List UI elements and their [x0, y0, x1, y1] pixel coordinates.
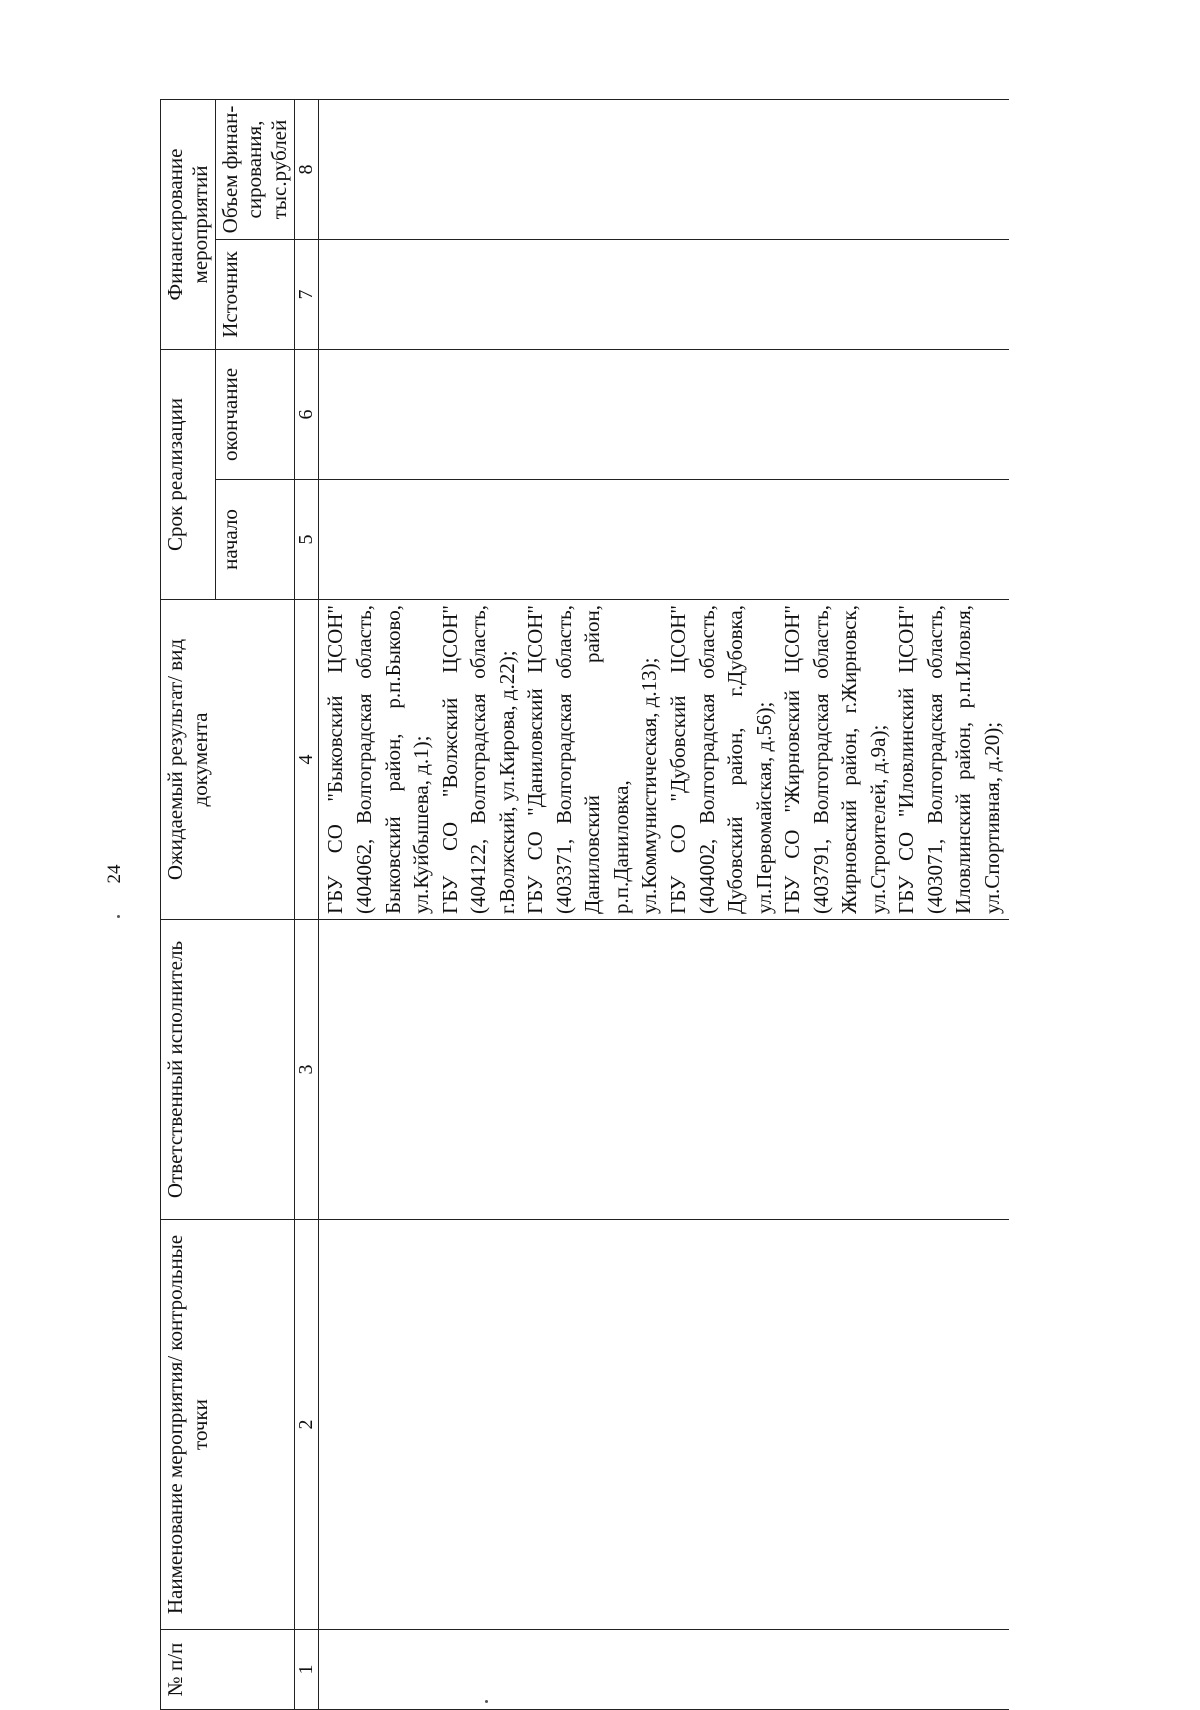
- cell-term-end: [319, 350, 1009, 480]
- result-line: ГБУ СО "Иловлинский ЦСОН" (403071, Волгоградская область, Иловлинский район, р.п.Иловля, ул.Спортивная, д.20);: [894, 605, 1004, 914]
- header-num: № п/п: [161, 1630, 295, 1710]
- column-numbers-row: [294, 100, 319, 1710]
- table-row: [319, 100, 1009, 1710]
- cell-num: [319, 1630, 1009, 1710]
- header-term-end: окончание: [215, 350, 294, 480]
- scan-speck: [117, 915, 120, 918]
- header-row-1: [161, 100, 216, 1710]
- header-term-start: начало: [215, 480, 294, 600]
- column-number: 7: [294, 240, 319, 350]
- column-number: 6: [294, 350, 319, 480]
- cell-finance-source: [319, 240, 1009, 350]
- cell-finance-amount: [319, 100, 1009, 240]
- cell-executor: [319, 920, 1009, 1220]
- activities-table: [160, 99, 1009, 1710]
- cell-name: [319, 1220, 1009, 1630]
- column-number: 5: [294, 480, 319, 600]
- column-number: 3: [294, 920, 319, 1220]
- column-number: 1: [294, 1630, 319, 1710]
- result-line: ГБУ СО "Волжский ЦСОН" (404122, Волгоградская область, г.Волжский, ул.Кирова, д.22);: [437, 605, 519, 914]
- header-result: Ожидаемый результат/ вид документа: [161, 600, 295, 920]
- header-term: Срок реализации: [161, 350, 216, 600]
- header-finance-amount: Объем финан-сирования, тыс.рублей: [215, 100, 294, 240]
- header-finance: Финансирование мероприятий: [161, 100, 216, 350]
- column-number: 8: [294, 100, 319, 240]
- cell-result: [319, 600, 1009, 920]
- column-number: 2: [294, 1220, 319, 1630]
- rotated-page-content: [160, 100, 1160, 1710]
- result-line: ГБУ СО "Быковский ЦСОН" (404062, Волгоградская область, Быковский район, р.п.Быково, ул.Куйбышева, д.1);: [323, 605, 434, 914]
- result-line: ГБУ СО "Дубовский ЦСОН" (404002, Волгоградская область, Дубовский район, г.Дубовка, ул.Первомайская, д.56);: [665, 605, 776, 914]
- header-finance-source: Источник: [215, 240, 294, 350]
- cell-term-start: [319, 480, 1009, 600]
- result-line: ГБУ СО "Жирновский ЦСОН" (403791, Волгоградская область, Жирновский район, г.Жирновск, ул.Строителей, д.9а);: [780, 605, 890, 914]
- page-number: 24: [104, 864, 125, 884]
- header-executor: Ответственный исполнитель: [161, 920, 295, 1220]
- column-number: 4: [294, 600, 319, 920]
- scan-speck: [485, 1700, 488, 1703]
- result-line: ГБУ СО "Даниловский ЦСОН" (403371, Волгоградская область, Даниловский район, р.п.Даниловка, ул.Коммунистическая, д.13);: [523, 605, 662, 914]
- header-name: Наименование мероприятия/ контрольные точки: [161, 1220, 295, 1630]
